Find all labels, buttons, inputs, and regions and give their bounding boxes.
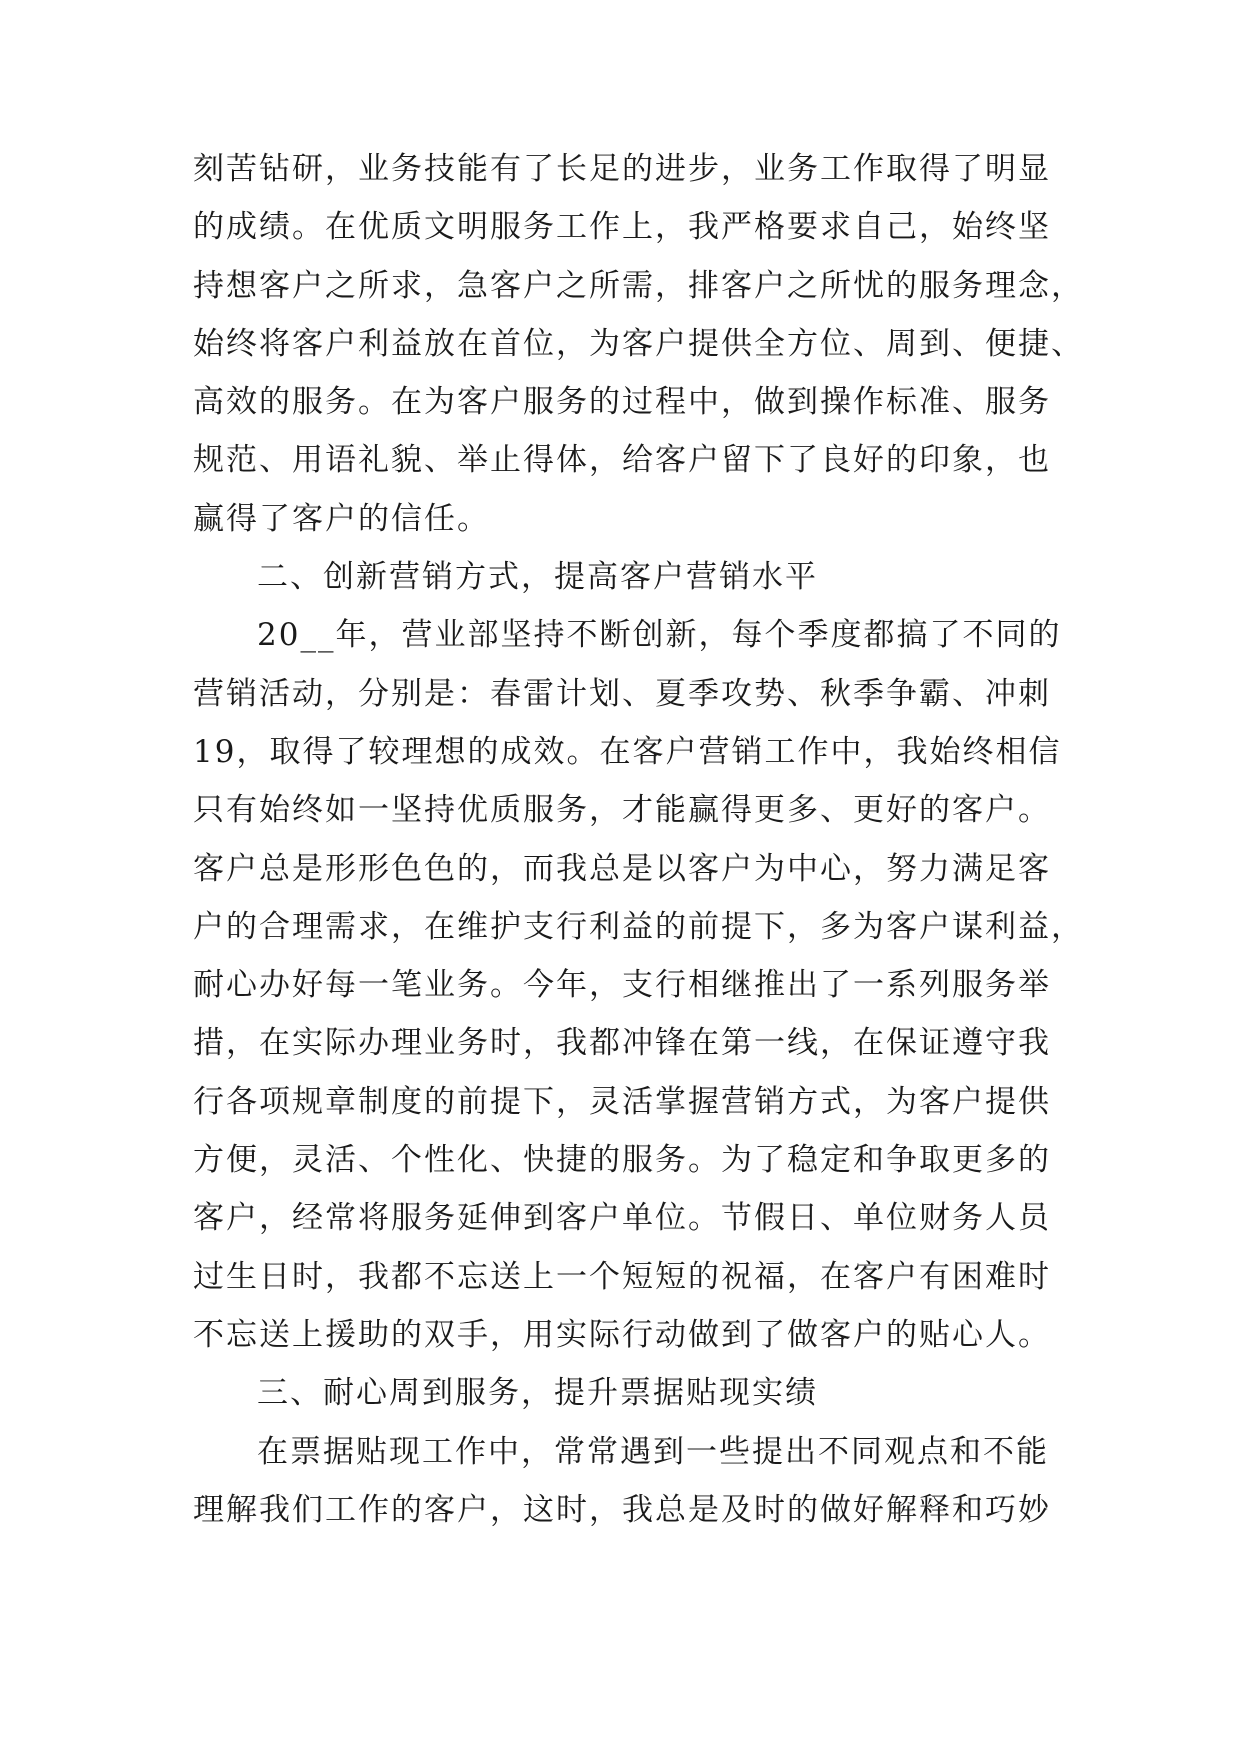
text-line: 措，在实际办理业务时，我都冲锋在第一线，在保证遵守我 [193, 1025, 1051, 1062]
text-line: 持想客户之所求，急客户之所需，排客户之所忧的服务理念， [193, 267, 1084, 304]
text-line: 营销活动，分别是：春雷计划、夏季攻势、秋季争霸、冲刺 [193, 675, 1051, 712]
section-heading: 三、耐心周到服务，提升票据贴现实绩 [257, 1375, 818, 1412]
text-line: 赢得了客户的信任。 [193, 500, 490, 537]
text-line: 不忘送上援助的双手，用实际行动做到了做客户的贴心人。 [193, 1316, 1051, 1353]
document-body [193, 140, 1084, 1539]
text-line: 19，取得了较理想的成效。在客户营销工作中，我始终相信 [193, 733, 1062, 770]
text-line: 过生日时，我都不忘送上一个短短的祝福，在客户有困难时 [193, 1258, 1051, 1295]
text-line: 始终将客户利益放在首位，为客户提供全方位、周到、便捷、 [193, 325, 1084, 362]
text-line: 高效的服务。在为客户服务的过程中，做到操作标准、服务 [193, 384, 1051, 421]
text-line: 户的合理需求，在维护支行利益的前提下，多为客户谋利益， [193, 908, 1084, 945]
text-line: 20__年，营业部坚持不断创新，每个季度都搞了不同的 [257, 617, 1062, 654]
text-line: 刻苦钻研，业务技能有了长足的进步，业务工作取得了明显 [193, 151, 1051, 187]
text-line: 的成绩。在优质文明服务工作上，我严格要求自己，始终坚 [193, 209, 1051, 246]
text-line: 方便，灵活、个性化、快捷的服务。为了稳定和争取更多的 [193, 1142, 1051, 1179]
text-line: 客户总是形形色色的，而我总是以客户为中心，努力满足客 [193, 850, 1051, 887]
text-line: 理解我们工作的客户，这时，我总是及时的做好解释和巧妙 [193, 1491, 1051, 1528]
text-line: 行各项规章制度的前提下，灵活掌握营销方式，为客户提供 [193, 1083, 1051, 1120]
text-line: 在票据贴现工作中，常常遇到一些提出不同观点和不能 [257, 1433, 1049, 1470]
section-heading: 二、创新营销方式，提高客户营销水平 [257, 559, 818, 596]
text-line: 只有始终如一坚持优质服务，才能赢得更多、更好的客户。 [193, 792, 1051, 829]
text-line: 客户，经常将服务延伸到客户单位。节假日、单位财务人员 [193, 1200, 1051, 1237]
text-line: 规范、用语礼貌、举止得体，给客户留下了良好的印象，也 [193, 442, 1051, 479]
text-line: 耐心办好每一笔业务。今年，支行相继推出了一系列服务举 [193, 967, 1051, 1004]
